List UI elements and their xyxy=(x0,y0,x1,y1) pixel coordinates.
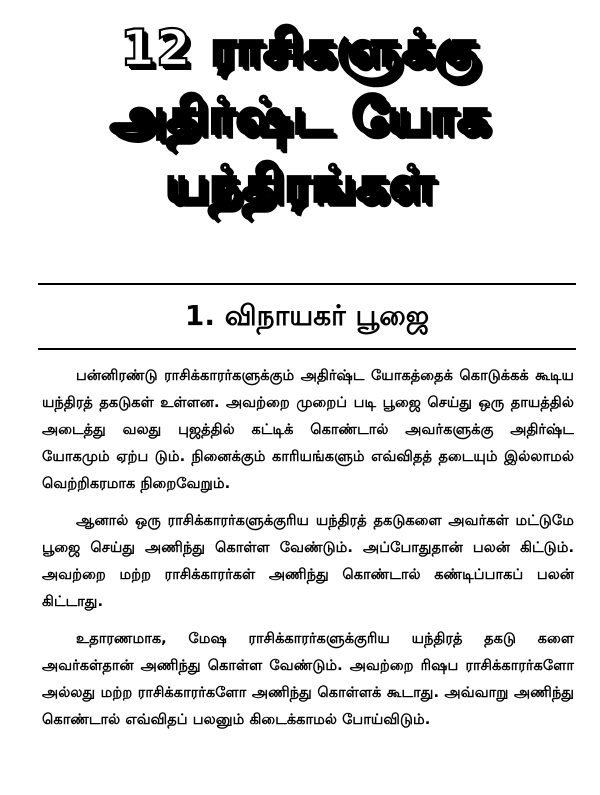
title-line-1: 12 ராசிகளுக்கு xyxy=(120,19,480,77)
title-line-3: யந்திரங்கள் xyxy=(165,155,435,213)
section-rule-bottom xyxy=(38,348,576,350)
title-line-2: அதிர்ஷ்ட யோக xyxy=(109,87,491,145)
paragraph-3: உதாரணமாக, மேஷ ராசிக்காரர்களுக்குரிய யந்திரத் தகடு களை அவர்கள்தான் அணிந்து கொள்ள வேண்டும். அவற்றை ரிஷப ராசிக்காரர்களோ அல்லது மற்ற ராசிக்காரர்களோ அணிந்து கொள்ளக் கூடாது. அவ்வாறு அணிந்து கொண்டால் எவ்விதப் பலனும் கிடைக்காமல் போய்விடும். xyxy=(42,630,574,728)
book-title xyxy=(0,14,600,218)
section-heading: 1. விநாயகர் பூஜை xyxy=(184,299,430,332)
body-text xyxy=(42,362,574,743)
paragraph-2: ஆனால் ஒரு ராசிக்காரர்களுக்குரிய யந்திரத் தகடுகளை அவர்கள் மட்டுமே பூஜை செய்து அணிந்து கொள்ள வேண்டும். அப்போதுதான் பலன் கிட்டும். அவற்றை மற்ற ராசிக்காரர்கள் அணிந்து கொண்டால் கண்டிப்பாகப் பலன் கிட்டாது. xyxy=(42,512,574,610)
paragraph-1: பன்னிரண்டு ராசிக்காரர்களுக்கும் அதிர்ஷ்ட யோகத்தைக் கொடுக்கக் கூடிய யந்திரத் தகடுகள் உள்ளன. அவற்றை முறைப் படி பூஜை செய்து ஒரு தாயத்தில் அடைத்து வலது புஜத்தில் கட்டிக் கொண்டால் அவர்களுக்கு அதிர்ஷ்ட யோகமும் ஏற்ப டும். நினைக்கும் காரியங்களும் எவ்விதத் தடையும் இல்லாமல் வெற்றிகரமாக நிறைவேறும். xyxy=(42,367,574,492)
section-rule-top xyxy=(38,283,576,285)
